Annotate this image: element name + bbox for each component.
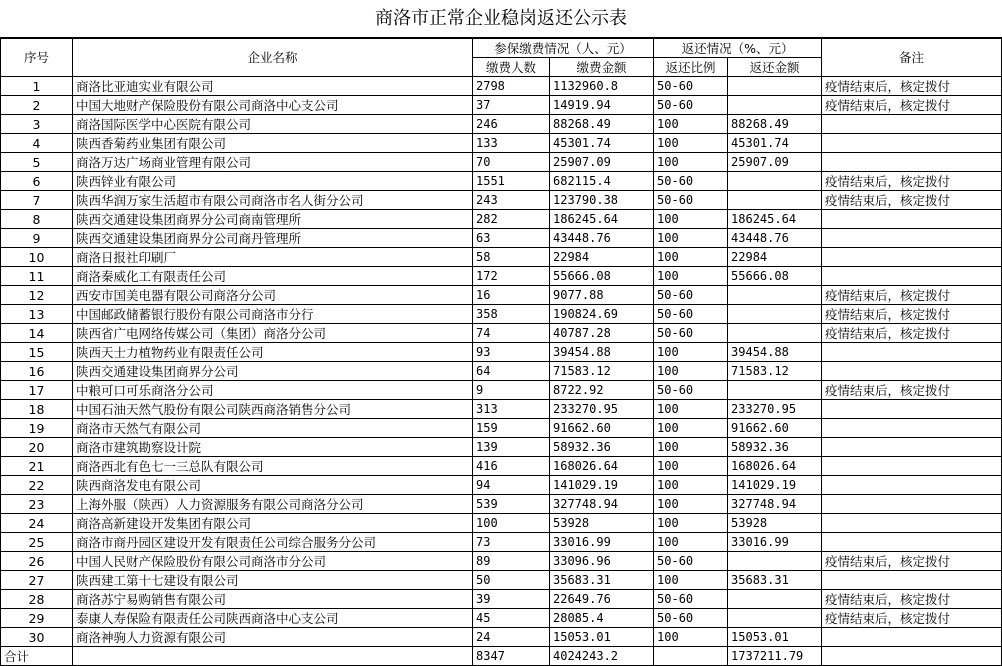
cell-amount[interactable]: 190824.69 xyxy=(550,305,654,324)
cell-company[interactable]: 陕西锌业有限公司 xyxy=(73,172,473,191)
cell-amount[interactable]: 71583.12 xyxy=(550,362,654,381)
cell-people[interactable]: 63 xyxy=(473,229,550,248)
table-row xyxy=(1,77,1002,96)
table-row xyxy=(1,533,1002,552)
cell-company[interactable]: 商洛西北有色七一三总队有限公司 xyxy=(73,457,473,476)
cell-seq[interactable]: 15 xyxy=(1,343,73,362)
cell-remark[interactable] xyxy=(822,115,1002,134)
cell-company[interactable]: 商洛苏宁易购销售有限公司 xyxy=(73,590,473,609)
cell-people[interactable]: 139 xyxy=(473,438,550,457)
cell-return[interactable] xyxy=(728,305,822,324)
cell-return[interactable]: 43448.76 xyxy=(728,229,822,248)
cell-people[interactable]: 70 xyxy=(473,153,550,172)
cell-return[interactable] xyxy=(728,609,822,628)
cell-seq[interactable]: 2 xyxy=(1,96,73,115)
cell-remark[interactable] xyxy=(822,514,1002,533)
cell-company[interactable]: 商洛日报社印刷厂 xyxy=(73,248,473,267)
cell-company[interactable]: 陕西交通建设集团商界分公司 xyxy=(73,362,473,381)
cell-people[interactable]: 50 xyxy=(473,571,550,590)
cell-people[interactable]: 100 xyxy=(473,514,550,533)
table-row xyxy=(1,96,1002,115)
cell-return[interactable]: 39454.88 xyxy=(728,343,822,362)
cell-seq[interactable]: 14 xyxy=(1,324,73,343)
table-row xyxy=(1,210,1002,229)
cell-people[interactable]: 37 xyxy=(473,96,550,115)
cell-amount[interactable]: 1132960.8 xyxy=(550,77,654,96)
table-row xyxy=(1,191,1002,210)
cell-company[interactable]: 商洛秦威化工有限责任公司 xyxy=(73,267,473,286)
table-row xyxy=(1,115,1002,134)
cell-company[interactable]: 陕西香菊药业集团有限公司 xyxy=(73,134,473,153)
cell-seq[interactable]: 12 xyxy=(1,286,73,305)
cell-company[interactable]: 商洛神驹人力资源有限公司 xyxy=(73,628,473,647)
cell-remark[interactable] xyxy=(822,533,1002,552)
cell-amount[interactable]: 45301.74 xyxy=(550,134,654,153)
cell-seq[interactable]: 4 xyxy=(1,134,73,153)
cell-amount[interactable]: 123790.38 xyxy=(550,191,654,210)
cell-company[interactable]: 商洛市商丹园区建设开发有限责任公司综合服务分公司 xyxy=(73,533,473,552)
table-row xyxy=(1,514,1002,533)
cell-return[interactable] xyxy=(728,324,822,343)
cell-ratio[interactable]: 100 xyxy=(654,628,728,647)
table-row xyxy=(1,457,1002,476)
cell-ratio[interactable]: 100 xyxy=(654,419,728,438)
total-label[interactable]: 合计 xyxy=(1,647,73,666)
cell-seq[interactable]: 1 xyxy=(1,77,73,96)
table-body xyxy=(1,77,1002,647)
cell-ratio[interactable]: 100 xyxy=(654,248,728,267)
cell-remark[interactable]: 疫情结束后，核定拨付 xyxy=(822,552,1002,571)
cell-amount[interactable]: 15053.01 xyxy=(550,628,654,647)
cell-seq[interactable]: 9 xyxy=(1,229,73,248)
table-row xyxy=(1,153,1002,172)
cell-seq[interactable]: 16 xyxy=(1,362,73,381)
subsidy-table xyxy=(0,38,1002,666)
cell-seq[interactable]: 18 xyxy=(1,400,73,419)
cell-seq[interactable]: 6 xyxy=(1,172,73,191)
cell-company[interactable]: 陕西建工第十七建设有限公司 xyxy=(73,571,473,590)
cell-company[interactable]: 商洛万达广场商业管理有限公司 xyxy=(73,153,473,172)
cell-company[interactable]: 陕西天士力植物药业有限责任公司 xyxy=(73,343,473,362)
table-row xyxy=(1,419,1002,438)
cell-company[interactable]: 陕西交通建设集团商界分公司商南管理所 xyxy=(73,210,473,229)
cell-people[interactable]: 416 xyxy=(473,457,550,476)
cell-return[interactable]: 25907.09 xyxy=(728,153,822,172)
cell-ratio[interactable]: 100 xyxy=(654,514,728,533)
cell-ratio[interactable]: 100 xyxy=(654,153,728,172)
cell-return[interactable]: 186245.64 xyxy=(728,210,822,229)
cell-seq[interactable]: 5 xyxy=(1,153,73,172)
cell-amount[interactable]: 58932.36 xyxy=(550,438,654,457)
cell-return[interactable]: 168026.64 xyxy=(728,457,822,476)
header-seq[interactable]: 序号 xyxy=(1,39,73,77)
cell-return[interactable]: 91662.60 xyxy=(728,419,822,438)
cell-amount[interactable]: 8722.92 xyxy=(550,381,654,400)
cell-ratio[interactable]: 100 xyxy=(654,115,728,134)
table-row xyxy=(1,609,1002,628)
cell-company[interactable]: 陕西华润万家生活超市有限公司商洛市名人街分公司 xyxy=(73,191,473,210)
cell-return[interactable]: 141029.19 xyxy=(728,476,822,495)
cell-remark[interactable] xyxy=(822,362,1002,381)
cell-return[interactable]: 53928 xyxy=(728,514,822,533)
cell-company[interactable]: 商洛国际医学中心医院有限公司 xyxy=(73,115,473,134)
cell-seq[interactable]: 21 xyxy=(1,457,73,476)
cell-company[interactable]: 商洛比亚迪实业有限公司 xyxy=(73,77,473,96)
cell-remark[interactable] xyxy=(822,153,1002,172)
table-row xyxy=(1,552,1002,571)
cell-remark[interactable] xyxy=(822,457,1002,476)
cell-return[interactable] xyxy=(728,191,822,210)
cell-seq[interactable]: 25 xyxy=(1,533,73,552)
header-amount[interactable]: 缴费金额 xyxy=(550,58,654,77)
cell-remark[interactable] xyxy=(822,134,1002,153)
cell-ratio[interactable]: 50-60 xyxy=(654,286,728,305)
cell-seq[interactable]: 13 xyxy=(1,305,73,324)
cell-ratio[interactable]: 100 xyxy=(654,210,728,229)
total-people[interactable]: 8347 xyxy=(473,647,550,666)
cell-ratio[interactable]: 100 xyxy=(654,229,728,248)
cell-people[interactable]: 246 xyxy=(473,115,550,134)
cell-people[interactable]: 58 xyxy=(473,248,550,267)
header-company[interactable]: 企业名称 xyxy=(73,39,473,77)
cell-return[interactable]: 233270.95 xyxy=(728,400,822,419)
cell-remark[interactable]: 疫情结束后，核定拨付 xyxy=(822,286,1002,305)
cell-company[interactable]: 中粮可口可乐商洛分公司 xyxy=(73,381,473,400)
cell-people[interactable]: 9 xyxy=(473,381,550,400)
cell-seq[interactable]: 23 xyxy=(1,495,73,514)
cell-return[interactable]: 327748.94 xyxy=(728,495,822,514)
cell-people[interactable]: 24 xyxy=(473,628,550,647)
cell-company[interactable]: 陕西省广电网络传媒公司（集团）商洛分公司 xyxy=(73,324,473,343)
cell-remark[interactable]: 疫情结束后，核定拨付 xyxy=(822,590,1002,609)
cell-company[interactable]: 商洛市建筑勘察设计院 xyxy=(73,438,473,457)
cell-remark[interactable] xyxy=(822,476,1002,495)
cell-ratio[interactable]: 100 xyxy=(654,457,728,476)
cell-remark[interactable] xyxy=(822,400,1002,419)
cell-return[interactable] xyxy=(728,172,822,191)
total-empty-name[interactable] xyxy=(73,647,473,666)
cell-amount[interactable]: 168026.64 xyxy=(550,457,654,476)
cell-remark[interactable] xyxy=(822,438,1002,457)
table-row xyxy=(1,495,1002,514)
cell-return[interactable]: 35683.31 xyxy=(728,571,822,590)
cell-ratio[interactable]: 100 xyxy=(654,362,728,381)
cell-people[interactable]: 539 xyxy=(473,495,550,514)
cell-seq[interactable]: 24 xyxy=(1,514,73,533)
header-people[interactable]: 缴费人数 xyxy=(473,58,550,77)
cell-amount[interactable]: 33016.99 xyxy=(550,533,654,552)
cell-seq[interactable]: 30 xyxy=(1,628,73,647)
table-row xyxy=(1,476,1002,495)
table-row xyxy=(1,571,1002,590)
cell-amount[interactable]: 33096.96 xyxy=(550,552,654,571)
cell-amount[interactable]: 28085.4 xyxy=(550,609,654,628)
cell-people[interactable]: 93 xyxy=(473,343,550,362)
cell-return[interactable]: 58932.36 xyxy=(728,438,822,457)
cell-remark[interactable] xyxy=(822,229,1002,248)
cell-amount[interactable]: 88268.49 xyxy=(550,115,654,134)
sheet-title: 商洛市正常企业稳岗返还公示表 xyxy=(0,0,1002,38)
total-amount[interactable]: 4024243.2 xyxy=(550,647,654,666)
table-row xyxy=(1,628,1002,647)
cell-seq[interactable]: 19 xyxy=(1,419,73,438)
cell-people[interactable]: 45 xyxy=(473,609,550,628)
cell-people[interactable]: 313 xyxy=(473,400,550,419)
total-empty-ratio[interactable] xyxy=(654,647,728,666)
cell-amount[interactable]: 233270.95 xyxy=(550,400,654,419)
cell-ratio[interactable]: 100 xyxy=(654,134,728,153)
table-row xyxy=(1,381,1002,400)
cell-company[interactable]: 上海外服（陕西）人力资源服务有限公司商洛分公司 xyxy=(73,495,473,514)
cell-people[interactable]: 74 xyxy=(473,324,550,343)
total-row xyxy=(1,647,1002,666)
cell-people[interactable]: 94 xyxy=(473,476,550,495)
table-row xyxy=(1,267,1002,286)
cell-remark[interactable]: 疫情结束后，核定拨付 xyxy=(822,77,1002,96)
cell-ratio[interactable]: 100 xyxy=(654,438,728,457)
cell-return[interactable] xyxy=(728,286,822,305)
total-return[interactable]: 1737211.79 xyxy=(728,647,822,666)
cell-seq[interactable]: 10 xyxy=(1,248,73,267)
table-row xyxy=(1,590,1002,609)
cell-remark[interactable]: 疫情结束后，核定拨付 xyxy=(822,172,1002,191)
cell-ratio[interactable]: 100 xyxy=(654,571,728,590)
cell-company[interactable]: 陕西商洛发电有限公司 xyxy=(73,476,473,495)
cell-amount[interactable]: 25907.09 xyxy=(550,153,654,172)
cell-return[interactable] xyxy=(728,96,822,115)
cell-remark[interactable] xyxy=(822,571,1002,590)
cell-seq[interactable]: 3 xyxy=(1,115,73,134)
cell-ratio[interactable]: 50-60 xyxy=(654,172,728,191)
cell-remark[interactable] xyxy=(822,419,1002,438)
cell-company[interactable]: 陕西交通建设集团商界分公司商丹管理所 xyxy=(73,229,473,248)
header-remark[interactable]: 备注 xyxy=(822,39,1002,77)
table-row xyxy=(1,438,1002,457)
table-row xyxy=(1,343,1002,362)
cell-people[interactable]: 89 xyxy=(473,552,550,571)
cell-company[interactable]: 西安市国美电器有限公司商洛分公司 xyxy=(73,286,473,305)
cell-seq[interactable]: 22 xyxy=(1,476,73,495)
cell-amount[interactable]: 682115.4 xyxy=(550,172,654,191)
cell-ratio[interactable]: 50-60 xyxy=(654,305,728,324)
cell-amount[interactable]: 53928 xyxy=(550,514,654,533)
cell-remark[interactable] xyxy=(822,495,1002,514)
cell-seq[interactable]: 17 xyxy=(1,381,73,400)
cell-remark[interactable] xyxy=(822,248,1002,267)
cell-company[interactable]: 泰康人寿保险有限责任公司陕西商洛中心支公司 xyxy=(73,609,473,628)
table-row xyxy=(1,229,1002,248)
cell-people[interactable]: 16 xyxy=(473,286,550,305)
cell-return[interactable] xyxy=(728,590,822,609)
cell-seq[interactable]: 29 xyxy=(1,609,73,628)
cell-return[interactable]: 45301.74 xyxy=(728,134,822,153)
table-row xyxy=(1,172,1002,191)
cell-remark[interactable] xyxy=(822,267,1002,286)
cell-ratio[interactable]: 50-60 xyxy=(654,552,728,571)
cell-people[interactable]: 358 xyxy=(473,305,550,324)
cell-amount[interactable]: 186245.64 xyxy=(550,210,654,229)
cell-remark[interactable]: 疫情结束后，核定拨付 xyxy=(822,381,1002,400)
cell-people[interactable]: 243 xyxy=(473,191,550,210)
cell-amount[interactable]: 91662.60 xyxy=(550,419,654,438)
cell-people[interactable]: 39 xyxy=(473,590,550,609)
cell-amount[interactable]: 9077.88 xyxy=(550,286,654,305)
cell-ratio[interactable]: 50-60 xyxy=(654,381,728,400)
cell-seq[interactable]: 20 xyxy=(1,438,73,457)
cell-amount[interactable]: 35683.31 xyxy=(550,571,654,590)
cell-return[interactable]: 33016.99 xyxy=(728,533,822,552)
cell-return[interactable]: 71583.12 xyxy=(728,362,822,381)
header-ratio[interactable]: 返还比例 xyxy=(654,58,728,77)
cell-company[interactable]: 商洛市天然气有限公司 xyxy=(73,419,473,438)
cell-amount[interactable]: 327748.94 xyxy=(550,495,654,514)
cell-ratio[interactable]: 100 xyxy=(654,476,728,495)
table-row xyxy=(1,248,1002,267)
cell-return[interactable]: 15053.01 xyxy=(728,628,822,647)
cell-company[interactable]: 中国大地财产保险股份有限公司商洛中心支公司 xyxy=(73,96,473,115)
cell-return[interactable] xyxy=(728,381,822,400)
cell-remark[interactable]: 疫情结束后，核定拨付 xyxy=(822,191,1002,210)
table-row xyxy=(1,362,1002,381)
cell-ratio[interactable]: 100 xyxy=(654,495,728,514)
cell-amount[interactable]: 43448.76 xyxy=(550,229,654,248)
cell-people[interactable]: 2798 xyxy=(473,77,550,96)
cell-seq[interactable]: 7 xyxy=(1,191,73,210)
cell-seq[interactable]: 27 xyxy=(1,571,73,590)
cell-amount[interactable]: 14919.94 xyxy=(550,96,654,115)
table-row xyxy=(1,324,1002,343)
cell-company[interactable]: 商洛高新建设开发集团有限公司 xyxy=(73,514,473,533)
cell-seq[interactable]: 28 xyxy=(1,590,73,609)
cell-remark[interactable] xyxy=(822,343,1002,362)
cell-remark[interactable]: 疫情结束后，核定拨付 xyxy=(822,324,1002,343)
cell-amount[interactable]: 40787.28 xyxy=(550,324,654,343)
cell-amount[interactable]: 141029.19 xyxy=(550,476,654,495)
cell-amount[interactable]: 55666.08 xyxy=(550,267,654,286)
header-insured-group[interactable]: 参保缴费情况（人、元） xyxy=(473,39,654,58)
table-row xyxy=(1,134,1002,153)
cell-ratio[interactable]: 100 xyxy=(654,343,728,362)
cell-company[interactable]: 中国人民财产保险股份有限公司商洛市分公司 xyxy=(73,552,473,571)
cell-amount[interactable]: 22649.76 xyxy=(550,590,654,609)
cell-return[interactable] xyxy=(728,552,822,571)
cell-people[interactable]: 172 xyxy=(473,267,550,286)
total-empty-remark[interactable] xyxy=(822,647,1002,666)
cell-ratio[interactable]: 50-60 xyxy=(654,77,728,96)
cell-ratio[interactable]: 50-60 xyxy=(654,191,728,210)
cell-return[interactable]: 22984 xyxy=(728,248,822,267)
cell-company[interactable]: 中国石油天然气股份有限公司陕西商洛销售分公司 xyxy=(73,400,473,419)
cell-people[interactable]: 73 xyxy=(473,533,550,552)
cell-amount[interactable]: 39454.88 xyxy=(550,343,654,362)
cell-ratio[interactable]: 50-60 xyxy=(654,324,728,343)
cell-remark[interactable] xyxy=(822,628,1002,647)
cell-return[interactable]: 88268.49 xyxy=(728,115,822,134)
cell-return[interactable] xyxy=(728,77,822,96)
cell-return[interactable]: 55666.08 xyxy=(728,267,822,286)
cell-people[interactable]: 1551 xyxy=(473,172,550,191)
cell-ratio[interactable]: 50-60 xyxy=(654,96,728,115)
cell-people[interactable]: 133 xyxy=(473,134,550,153)
header-return-group[interactable]: 返还情况（%、元） xyxy=(654,39,822,58)
cell-company[interactable]: 中国邮政储蓄银行股份有限公司商洛市分行 xyxy=(73,305,473,324)
cell-ratio[interactable]: 50-60 xyxy=(654,609,728,628)
cell-ratio[interactable]: 100 xyxy=(654,400,728,419)
cell-remark[interactable] xyxy=(822,210,1002,229)
cell-remark[interactable]: 疫情结束后，核定拨付 xyxy=(822,96,1002,115)
cell-ratio[interactable]: 50-60 xyxy=(654,590,728,609)
cell-people[interactable]: 159 xyxy=(473,419,550,438)
cell-ratio[interactable]: 100 xyxy=(654,533,728,552)
table-row xyxy=(1,400,1002,419)
cell-remark[interactable]: 疫情结束后，核定拨付 xyxy=(822,305,1002,324)
cell-seq[interactable]: 11 xyxy=(1,267,73,286)
cell-seq[interactable]: 26 xyxy=(1,552,73,571)
cell-seq[interactable]: 8 xyxy=(1,210,73,229)
table-row xyxy=(1,286,1002,305)
cell-amount[interactable]: 22984 xyxy=(550,248,654,267)
cell-people[interactable]: 64 xyxy=(473,362,550,381)
cell-remark[interactable]: 疫情结束后，核定拨付 xyxy=(822,609,1002,628)
cell-ratio[interactable]: 100 xyxy=(654,267,728,286)
table-row xyxy=(1,305,1002,324)
header-return-amount[interactable]: 返还金额 xyxy=(728,58,822,77)
cell-people[interactable]: 282 xyxy=(473,210,550,229)
